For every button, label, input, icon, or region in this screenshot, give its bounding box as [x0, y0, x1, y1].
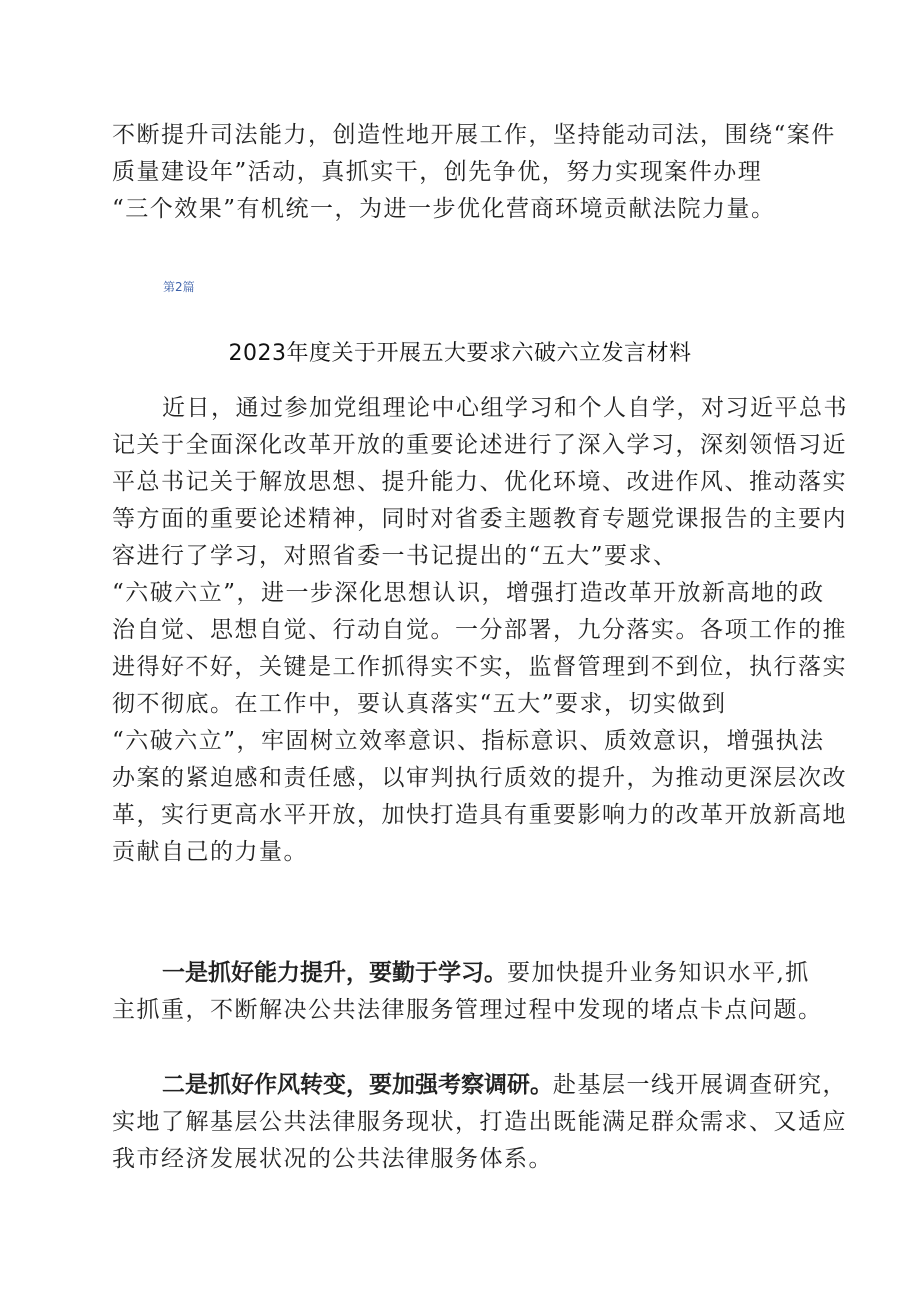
intro-line: 质量建设年”活动，真抓实干，创先争优，努力实现案件办理	[112, 159, 763, 185]
body-line: 贡献自己的力量。	[112, 839, 308, 865]
body-line: “六破六立”，进一步深化思想认识，增强打造改革开放新高地的政	[112, 580, 825, 606]
body-line: 彻不彻底。在工作中，要认真落实“五大”要求，切实做到	[112, 691, 727, 717]
body-line: 记关于全面深化改革开放的重要论述进行了深入学习，深刻领悟习近	[112, 432, 847, 458]
body-line: 平总书记关于解放思想、提升能力、优化环境、改进作风、推动落实	[112, 469, 847, 495]
body-line: 办案的紧迫感和责任感，以审判执行质效的提升，为推动更深层次改	[112, 765, 847, 791]
point-two-line	[112, 1067, 847, 1104]
body-line: 等方面的重要论述精神，同时对省委主题教育专题党课报告的主要内	[112, 506, 847, 532]
body-line: 进得好不好，关键是工作抓得实不实，监督管理到不到位，执行落实	[112, 654, 847, 680]
point-one-line: 主抓重，不断解决公共法律服务管理过程中发现的堵点卡点问题。	[112, 997, 823, 1023]
body-line: 革，实行更高水平开放，加快打造具有重要影响力的改革开放新高地	[112, 802, 847, 828]
point-one-paragraph	[112, 955, 823, 1029]
part-label: 第2篇	[163, 280, 195, 294]
body-paragraph	[112, 390, 848, 871]
intro-paragraph	[112, 117, 836, 228]
body-line: 治自觉、思想自觉、行动自觉。一分部署，九分落实。各项工作的推	[112, 617, 847, 643]
body-line-text: 近日，通过参加党组理论中心组学习和个人自学，对习近平总书	[162, 395, 848, 421]
document-title: 2023年度关于开展五大要求六破六立发言材料	[228, 341, 692, 366]
point-two-paragraph	[112, 1067, 847, 1178]
point-one-text: 要加快提升业务知识水平,抓	[507, 960, 810, 986]
point-two-text: 赴基层一线开展调查研究，	[553, 1072, 847, 1098]
point-two-line: 我市经济发展状况的公共法律服务体系。	[112, 1146, 553, 1172]
point-two-line: 实地了解基层公共法律服务现状，打造出既能满足群众需求、又适应	[112, 1109, 847, 1135]
body-line	[112, 390, 848, 427]
body-line: “六破六立”，牢固树立效率意识、指标意识、质效意识，增强执法	[112, 728, 825, 754]
point-one-heading: 一是抓好能力提升，要勤于学习。	[162, 960, 507, 986]
intro-line: “三个效果”有机统一，为进一步优化营商环境贡献法院力量。	[112, 196, 776, 222]
intro-line: 不断提升司法能力，创造性地开展工作，坚持能动司法，围绕“案件	[112, 122, 836, 148]
point-two-heading: 二是抓好作风转变，要加强考察调研。	[162, 1072, 553, 1098]
body-line: 容进行了学习，对照省委一书记提出的“五大”要求、	[112, 543, 678, 569]
point-one-line	[112, 955, 818, 992]
